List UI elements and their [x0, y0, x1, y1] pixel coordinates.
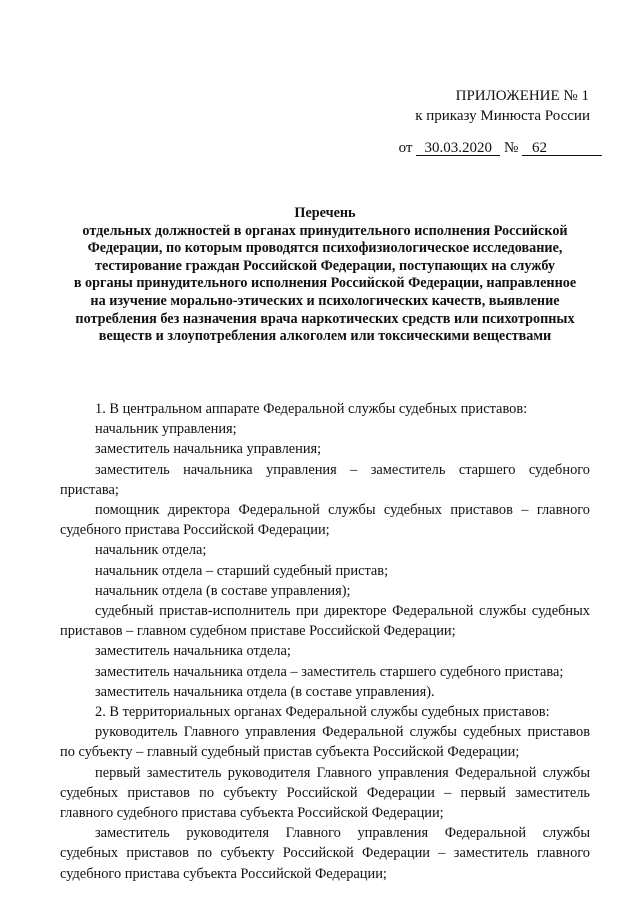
body-line: приставов – главном судебном приставе Российской Федерации;: [60, 623, 456, 640]
order-reference: к приказу Минюста России: [415, 108, 590, 124]
body-line: заместитель начальника управления – заместитель старшего судебного: [95, 461, 590, 478]
body-line: судебного пристава Российской Федерации;: [60, 522, 330, 539]
body-line: первый заместитель руководителя Главного управления Федеральной службы: [95, 764, 590, 781]
title-line: веществ и злоупотребления алкоголем или токсическими веществами: [98, 328, 552, 345]
body-line: начальник отдела;: [95, 542, 207, 559]
document-title: [60, 205, 590, 346]
body-line: заместитель начальника отдела (в составе управления).: [95, 683, 435, 700]
title-line: в органы принудительного исполнения Российской Федерации, направленное: [73, 275, 577, 292]
section-heading: 1. В центральном аппарате Федеральной службы судебных приставов:: [95, 401, 528, 417]
body-line: судебных приставов по субъекту Российской Федерации – заместитель главного: [60, 845, 590, 862]
body-line: помощник директора Федеральной службы судебных приставов – главного: [95, 502, 590, 519]
body-line: судебных приставов по субъекту Российской Федерации – первый заместитель: [60, 784, 590, 801]
body-line: руководитель Главного управления Федеральной службы судебных приставов: [95, 724, 590, 741]
body-line: заместитель руководителя Главного управления Федеральной службы: [95, 825, 590, 842]
title-line: отдельных должностей в органах принудительного исполнения Российской: [82, 222, 568, 239]
order-date: 30.03.2020: [416, 141, 500, 156]
date-prefix: от: [398, 140, 413, 156]
body-line: заместитель начальника управления;: [95, 441, 322, 458]
body-line: заместитель начальника отдела;: [95, 643, 291, 660]
title-line: тестирование граждан Российской Федерации, поступающих на службу: [94, 257, 556, 274]
title-line: на изучение морально-этических и психологических качеств, выявление: [90, 292, 560, 309]
body-line: судебный пристав-исполнитель при директоре Федеральной службы судебных: [95, 603, 590, 620]
body-line: начальник управления;: [95, 421, 237, 438]
body-line: начальник отдела – старший судебный пристав;: [95, 562, 389, 579]
body-line: судебного пристава субъекта Российской Федерации;: [60, 865, 387, 882]
order-date-number: [399, 140, 602, 157]
body-line: главного судебного пристава субъекта Российской Федерации;: [60, 805, 444, 822]
section-heading: 2. В территориальных органах Федеральной службы судебных приставов:: [95, 704, 550, 721]
order-number: 62: [522, 141, 602, 156]
appendix-label: ПРИЛОЖЕНИЕ № 1: [455, 88, 589, 104]
body-line: заместитель начальника отдела – заместитель старшего судебного пристава;: [95, 663, 564, 680]
body-line: пристава;: [60, 481, 119, 498]
number-sign: №: [503, 140, 519, 156]
body-line: по субъекту – главный судебный пристав субъекта Российской Федерации;: [60, 744, 520, 761]
title-line: потребления без назначения врача наркотических средств или психотропных: [75, 310, 575, 327]
title-heading: Перечень: [294, 205, 356, 221]
document-body: [60, 399, 590, 884]
body-line: начальник отдела (в составе управления);: [95, 582, 351, 599]
title-line: Федерации, по которым проводятся психофизиологическое исследование,: [87, 240, 563, 257]
